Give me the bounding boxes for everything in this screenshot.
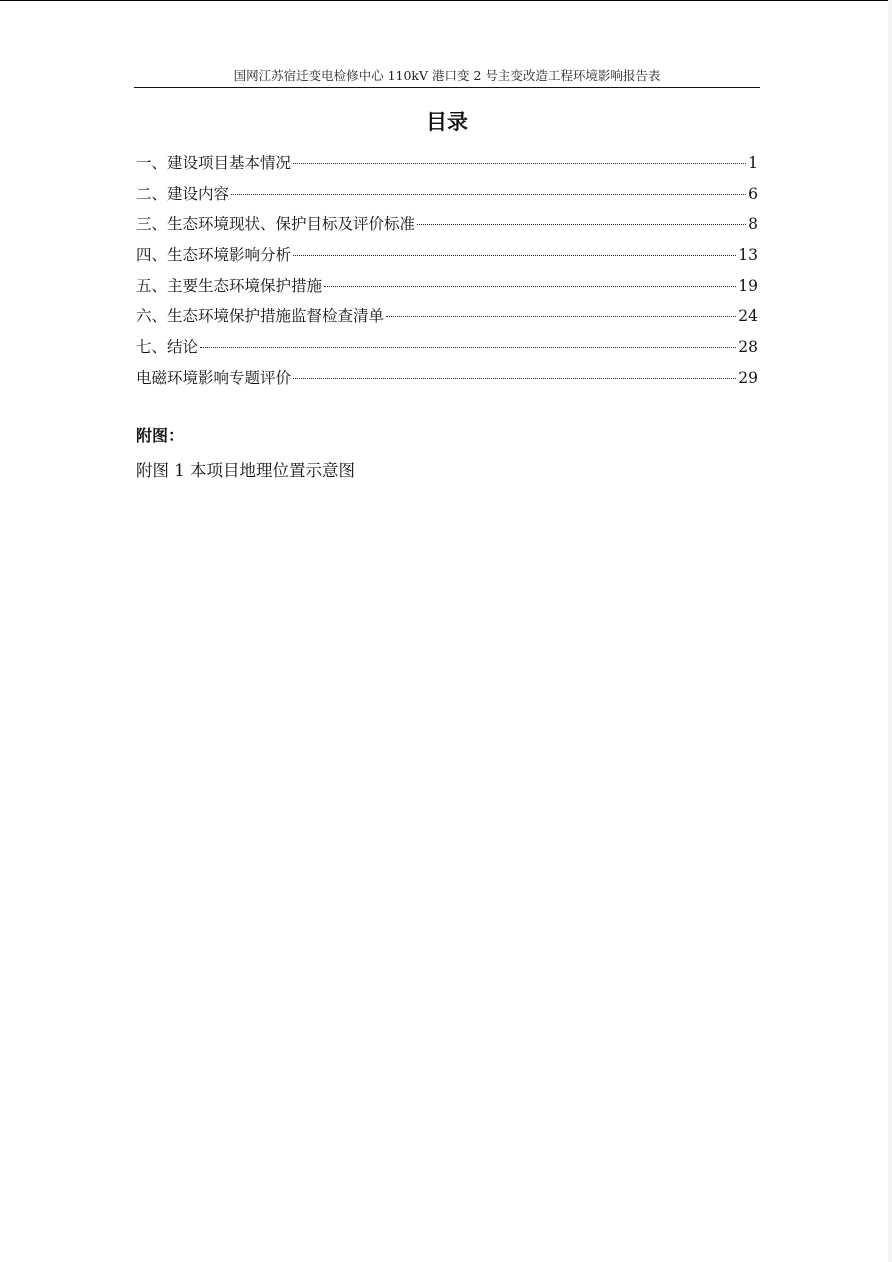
toc-entry-label: 六、生态环境保护措施监督检查清单 <box>136 307 385 326</box>
toc-dot-leader <box>200 347 736 348</box>
toc-dot-leader <box>386 316 736 317</box>
toc-entry-label: 四、生态环境影响分析 <box>136 246 292 265</box>
toc-dot-leader <box>417 224 746 225</box>
toc-dot-leader <box>324 286 736 287</box>
toc-entry-label: 二、建设内容 <box>136 184 230 203</box>
toc-entry[interactable] <box>136 273 758 304</box>
toc-entry-page: 1 <box>748 154 758 172</box>
toc-entry[interactable] <box>136 211 758 242</box>
toc-entry-page: 29 <box>738 368 758 387</box>
toc-entry-label: 一、建设项目基本情况 <box>136 154 292 172</box>
toc-entry[interactable] <box>136 242 758 273</box>
toc-entry[interactable] <box>136 334 758 365</box>
toc-dot-leader <box>293 255 736 256</box>
header-rule <box>134 87 760 88</box>
table-of-contents <box>136 150 758 396</box>
toc-entry[interactable] <box>136 303 758 334</box>
toc-entry-page: 19 <box>738 276 758 295</box>
page-edge-shade <box>888 0 892 1262</box>
toc-entry-page: 8 <box>748 215 758 234</box>
toc-entry-page: 28 <box>738 338 758 357</box>
toc-dot-leader <box>231 194 746 195</box>
toc-entry[interactable] <box>136 181 758 212</box>
page-top-border <box>0 0 892 1</box>
toc-entry-page: 24 <box>738 307 758 326</box>
toc-entry-page: 6 <box>748 184 758 203</box>
toc-entry-label: 三、生态环境现状、保护目标及评价标准 <box>136 215 416 234</box>
toc-dot-leader <box>293 378 736 379</box>
toc-dot-leader <box>293 163 746 164</box>
toc-entry[interactable] <box>136 150 758 181</box>
appendix-heading: 附图： <box>136 426 185 445</box>
toc-entry-page: 13 <box>738 246 758 265</box>
toc-title: 目录 <box>426 109 468 134</box>
toc-entry-label: 五、主要生态环境保护措施 <box>136 276 323 295</box>
toc-entry[interactable] <box>136 365 758 396</box>
running-header: 国网江苏宿迁变电检修中心 110kV 港口变 2 号主变改造工程环境影响报告表 <box>233 68 661 83</box>
appendix-figure-item[interactable]: 附图 1 本项目地理位置示意图 <box>136 461 355 480</box>
toc-entry-label: 七、结论 <box>136 338 199 357</box>
toc-entry-label: 电磁环境影响专题评价 <box>136 368 292 387</box>
